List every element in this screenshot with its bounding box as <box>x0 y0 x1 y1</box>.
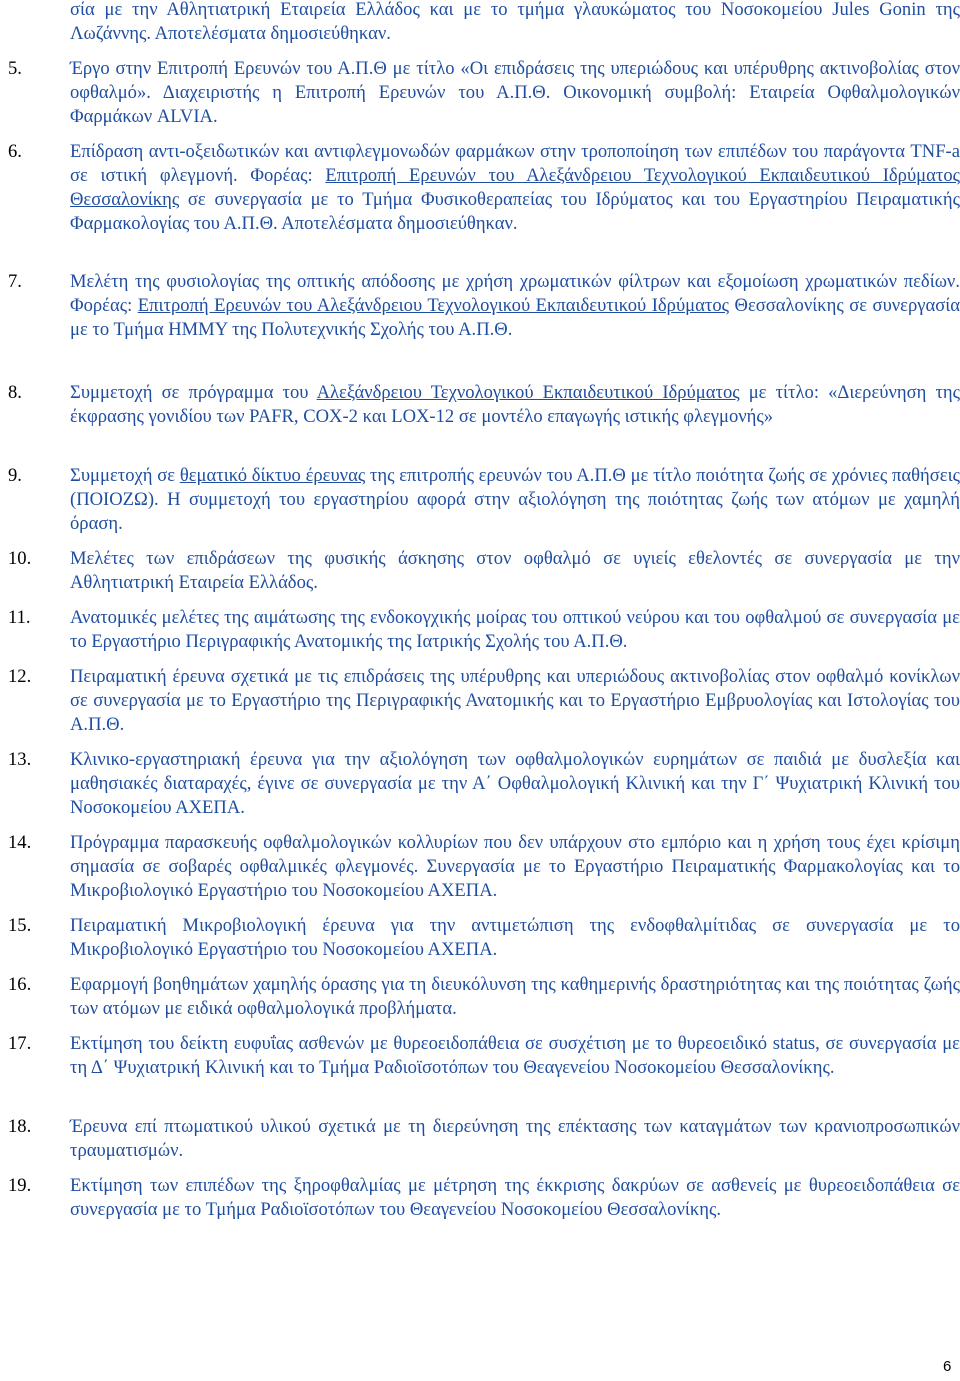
text-segment: Θεσσαλονίκης σε συνεργασία με το Τμήμα ΗΜΜΥ της Πολυτεχνικής Σχολής του Α.Π.Θ. <box>70 295 960 340</box>
item-number: 19. <box>8 1175 32 1196</box>
text-segment: Επίδραση αντι-οξειδωτικών και αντιφλεγμονωδών φαρμάκων στην τροποποίηση των επιπέδων του παράγοντα TNF-a σε ιστική φλεγμονή. Φορέας: <box>70 141 960 186</box>
item-number: 16. <box>8 974 32 995</box>
page-number: 6 <box>943 1358 952 1375</box>
item-text <box>70 914 960 962</box>
item-text <box>70 831 960 903</box>
text-segment: σε συνεργασία με το Τμήμα Φυσικοθεραπείας του Ιδρύματος και του Εργαστηρίου Πειραματικής Φαρμακολογίας του Α.Π.Θ. Αποτελέσματα δημοσιεύθηκαν. <box>70 189 960 234</box>
item-text <box>70 606 960 654</box>
item-number: 7. <box>8 271 22 292</box>
item-text <box>70 1032 960 1080</box>
text-segment: Πειραματική έρευνα σχετικά με τις επιδράσεις της υπέρυθρης και υπεριώδους ακτινοβολίας στον οφθαλμό κονίκλων σε συνεργασία με το Εργαστήριο της Περιγραφικής Ανατομικής και το Εργαστήριο Εμβρυολογίας και Ιστολογίας του Α.Π.Θ. <box>70 666 960 735</box>
underlined-reference: θεματικό δίκτυο έρευνας <box>179 465 366 486</box>
underlined-reference: Επιτροπή Ερευνών του Αλεξάνδρειου Τεχνολογικού Εκπαιδευτικού Ιδρύματος Θεσσαλονίκης <box>70 165 960 210</box>
underlined-reference: Αλεξάνδρειου Τεχνολογικού Εκπαιδευτικού Ιδρύματος <box>316 382 740 403</box>
text-segment: Μελέτη της φυσιολογίας της οπτικής απόδοσης με χρήση χρωματικών φίλτρων και εξομοίωση χρωματικών πεδίων. Φορέας: <box>70 271 960 316</box>
text-segment: Συμμετοχή σε <box>70 465 180 486</box>
text-segment: Εφαρμογή βοηθημάτων χαμηλής όρασης για τη διευκόλυνση της καθημερινής δραστηριότητας και της ποιότητας ζωής των ατόμων με ειδικά οφθαλμολογικά προβλήματα. <box>70 974 960 1019</box>
item-text <box>70 57 960 129</box>
text-segment: Πρόγραμμα παρασκευής οφθαλμολογικών κολλυρίων που δεν υπάρχουν στο εμπόριο και η χρήση τους έχει κρίσιμη σημασία σε σοβαρές οφθαλμικές φλεγμονές. Συνεργασία με το Εργαστήριο Πειραματικής Φαρμακολογίας και το Μικροβιολογικό Εργαστήριο του Νοσοκομείου ΑΧΕΠΑ. <box>70 832 960 901</box>
item-number: 9. <box>8 465 22 486</box>
item-text <box>70 0 960 46</box>
item-number: 11. <box>8 607 31 628</box>
item-text <box>70 547 960 595</box>
item-text <box>70 270 960 342</box>
item-number: 14. <box>8 832 32 853</box>
text-segment: Ανατομικές μελέτες της αιμάτωσης της ενδοκογχικής μοίρας του οπτικού νεύρου και του οφθαλμού σε συνεργασία με το Εργαστήριο Περιγραφικής Ανατομικής της Ιατρικής Σχολής του Α.Π.Θ. <box>70 607 960 652</box>
item-text <box>70 1115 960 1163</box>
item-text <box>70 665 960 737</box>
item-number: 15. <box>8 915 32 936</box>
item-number: 10. <box>8 548 32 569</box>
item-text <box>70 748 960 820</box>
item-number: 17. <box>8 1033 32 1054</box>
text-segment: Εκτίμηση των επιπέδων της ξηροφθαλμίας με μέτρηση της έκκρισης δακρύων σε ασθενείς με θυρεοειδοπάθεια σε συνεργασία με το Τμήμα Ραδιοϊσοτόπων του Θεαγενείου Νοσοκομείου Θεσσαλονίκης. <box>70 1175 960 1220</box>
text-segment: Συμμετοχή σε πρόγραμμα του <box>70 382 317 403</box>
text-segment: Κλινικο-εργαστηριακή έρευνα για την αξιολόγηση των οφθαλμολογικών ευρημάτων σε παιδιά με δυσλεξία και μαθησιακές διαταραχές, έγινε σε συνεργασία με την Α΄ Οφθαλμολογική Κλινική και την Γ΄ Ψυχιατρική Κλινική του Νοσοκομείου ΑΧΕΠΑ. <box>70 749 960 818</box>
item-number: 5. <box>8 58 22 79</box>
text-segment: σία με την Αθλητιατρική Εταιρεία Ελλάδος και με το τμήμα γλαυκώματος του Νοσοκομείου Jules Gonin της Λωζάννης. Αποτελέσματα δημοσιεύθηκαν. <box>70 0 960 44</box>
underlined-reference: Επιτροπή Ερευνών του Αλεξάνδρειου Τεχνολογικού Εκπαιδευτικού Ιδρύματος <box>137 295 730 316</box>
text-segment: Μελέτες των επιδράσεων της φυσικής άσκησης στον οφθαλμό σε υγιείς εθελοντές σε συνεργασία με την Αθλητιατρική Εταιρεία Ελλάδος. <box>70 548 960 593</box>
text-segment: Έργο στην Επιτροπή Ερευνών του Α.Π.Θ με τίτλο «Οι επιδράσεις της υπεριώδους και υπέρυθρης ακτινοβολίας στον οφθαλμό». Διαχειριστής η Επιτροπή Ερευνών του Α.Π.Θ. Οικονομική συμβολή: Εταιρεία Οφθαλμολογικών Φαρμάκων ALVIA. <box>70 58 960 127</box>
item-number: 6. <box>8 141 22 162</box>
text-segment: Πειραματική Μικροβιολογική έρευνα για την αντιμετώπιση της ενδοφθαλμίτιδας σε συνεργασία με το Μικροβιολογικό Εργαστήριο του Νοσοκομείου ΑΧΕΠΑ. <box>70 915 960 960</box>
text-segment: Εκτίμηση του δείκτη ευφυΐας ασθενών με θυρεοειδοπάθεια σε συσχέτιση με το θυρεοειδικό status, σε συνεργασία με τη Δ΄ Ψυχιατρική Κλινική και το Τμήμα Ραδιοϊσοτόπων του Θεαγενείου Νοσοκομείου Θεσσαλονίκης. <box>70 1033 960 1078</box>
item-number: 12. <box>8 666 32 687</box>
item-text <box>70 381 960 429</box>
text-segment: της επιτροπής ερευνών του Α.Π.Θ με τίτλο ποιότητα ζωής σε χρόνιες παθήσεις (ΠΟΙΟΖΩ). Η συμμετοχή του εργαστηρίου αφορά στην αξιολόγηση της ποιότητας ζωής των ατόμων με χαμηλή όραση. <box>70 465 960 534</box>
text-segment: με τίτλο: «Διερεύνηση της έκφρασης γονιδίου των PAFR, COX-2 και LOX-12 σε μοντέλο επαγωγής ιστικής φλεγμονής» <box>70 382 960 427</box>
text-segment: Έρευνα επί πτωματικού υλικού σχετικά με τη διερεύνηση της επέκτασης των καταγμάτων των κρανιοπροσωπικών τραυματισμών. <box>70 1116 960 1161</box>
item-text <box>70 140 960 236</box>
item-text <box>70 464 960 536</box>
item-number: 8. <box>8 382 22 403</box>
item-number: 18. <box>8 1116 32 1137</box>
item-text <box>70 1174 960 1222</box>
item-number: 13. <box>8 749 32 770</box>
item-text <box>70 973 960 1021</box>
